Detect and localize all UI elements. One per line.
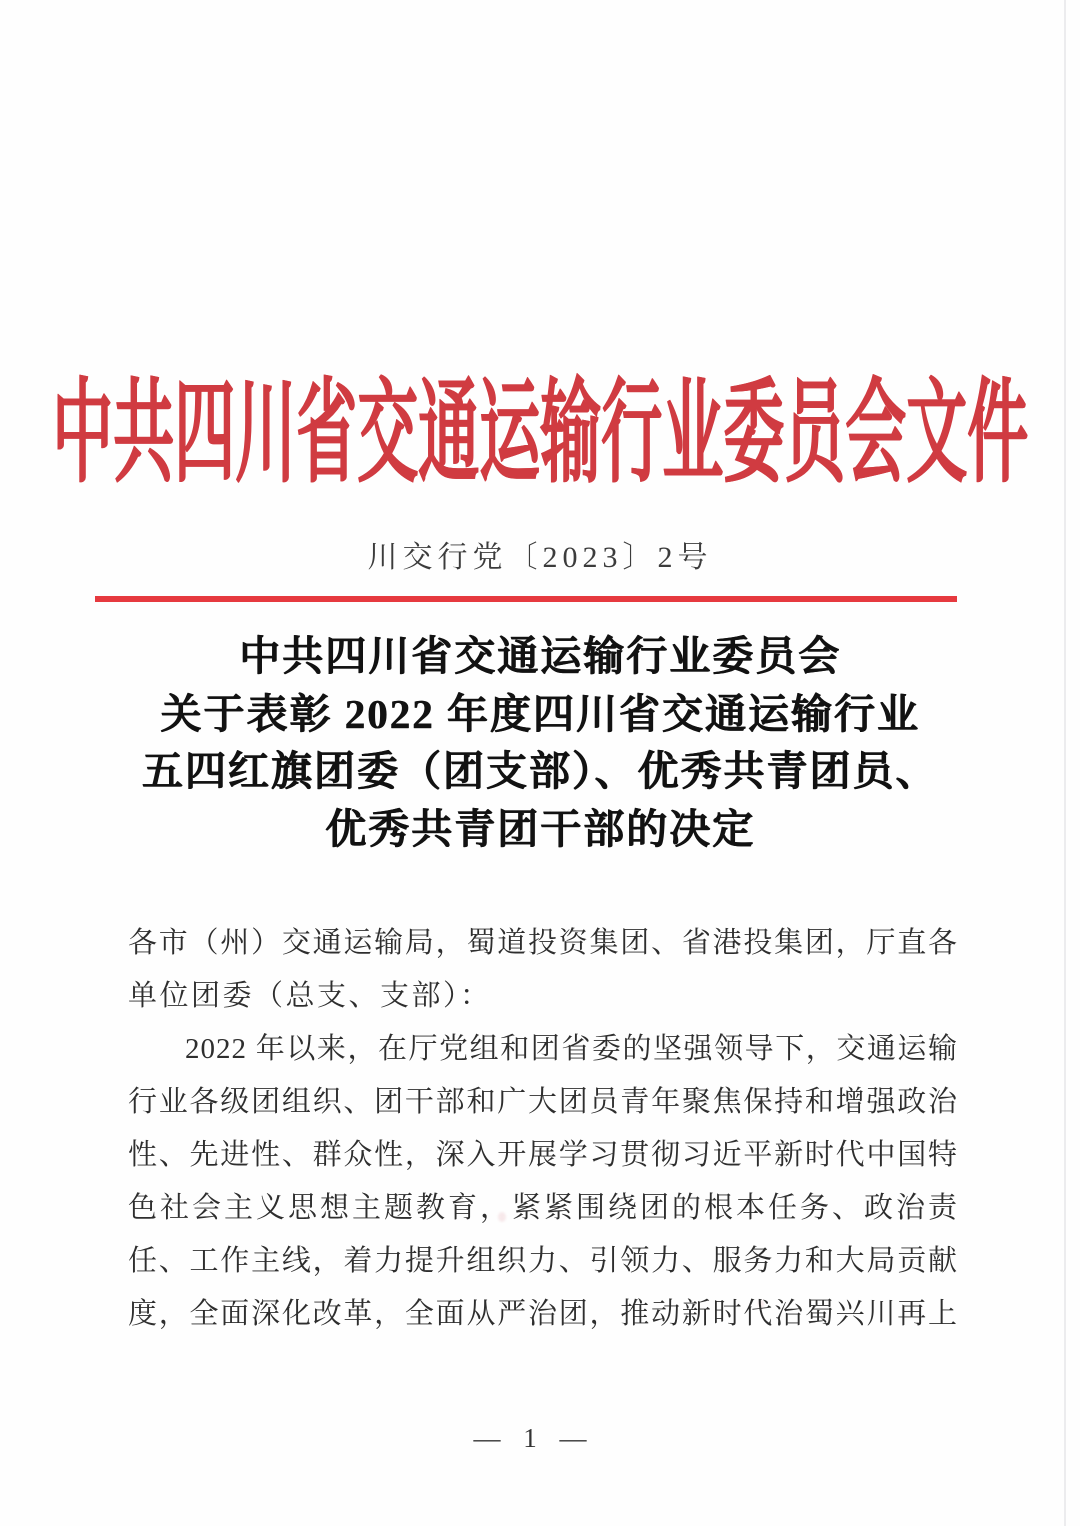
document-title: [0, 628, 1080, 858]
body-line-2: 单位团委（总支、支部）：: [128, 980, 492, 1012]
title-line-3: 五四红旗团委（团支部）、优秀共青团员、: [141, 748, 939, 794]
body-line-4: 行业各级团组织、团干部和广大团员青年聚焦保持和增强政治: [128, 1086, 958, 1118]
document-body: [128, 917, 958, 1341]
body-line-5: 性、先进性、群众性，深入开展学习贯彻习近平新时代中国特: [128, 1139, 958, 1171]
page-number: — 1 —: [473, 1423, 587, 1453]
body-line-6: 色社会主义思想主题教育，紧紧围绕团的根本任务、政治责: [128, 1192, 958, 1224]
body-line-1: 各市（州）交通运输局，蜀道投资集团、省港投集团，厅直各: [128, 927, 958, 959]
body-line-8: 度，全面深化改革，全面从严治团，推动新时代治蜀兴川再上: [128, 1298, 958, 1330]
issuing-org-title: 中共四川省交通运输行业委员会文件: [51, 373, 1028, 498]
title-line-1: 中共四川省交通运输行业委员会: [239, 633, 841, 679]
red-divider-line: [95, 596, 957, 602]
red-header-banner: [0, 358, 1080, 498]
body-line-7: 任、工作主线，着力提升组织力、引领力、服务力和大局贡献: [128, 1245, 958, 1277]
title-line-2: 关于表彰 2022 年度四川省交通运输行业: [160, 690, 920, 737]
body-line-3: 2022 年以来，在厅党组和团省委的坚强领导下，交通运输: [185, 1033, 958, 1065]
document-number: 川交行党〔2023〕2号: [367, 541, 713, 574]
title-line-4: 优秀共青团干部的决定: [325, 805, 755, 852]
